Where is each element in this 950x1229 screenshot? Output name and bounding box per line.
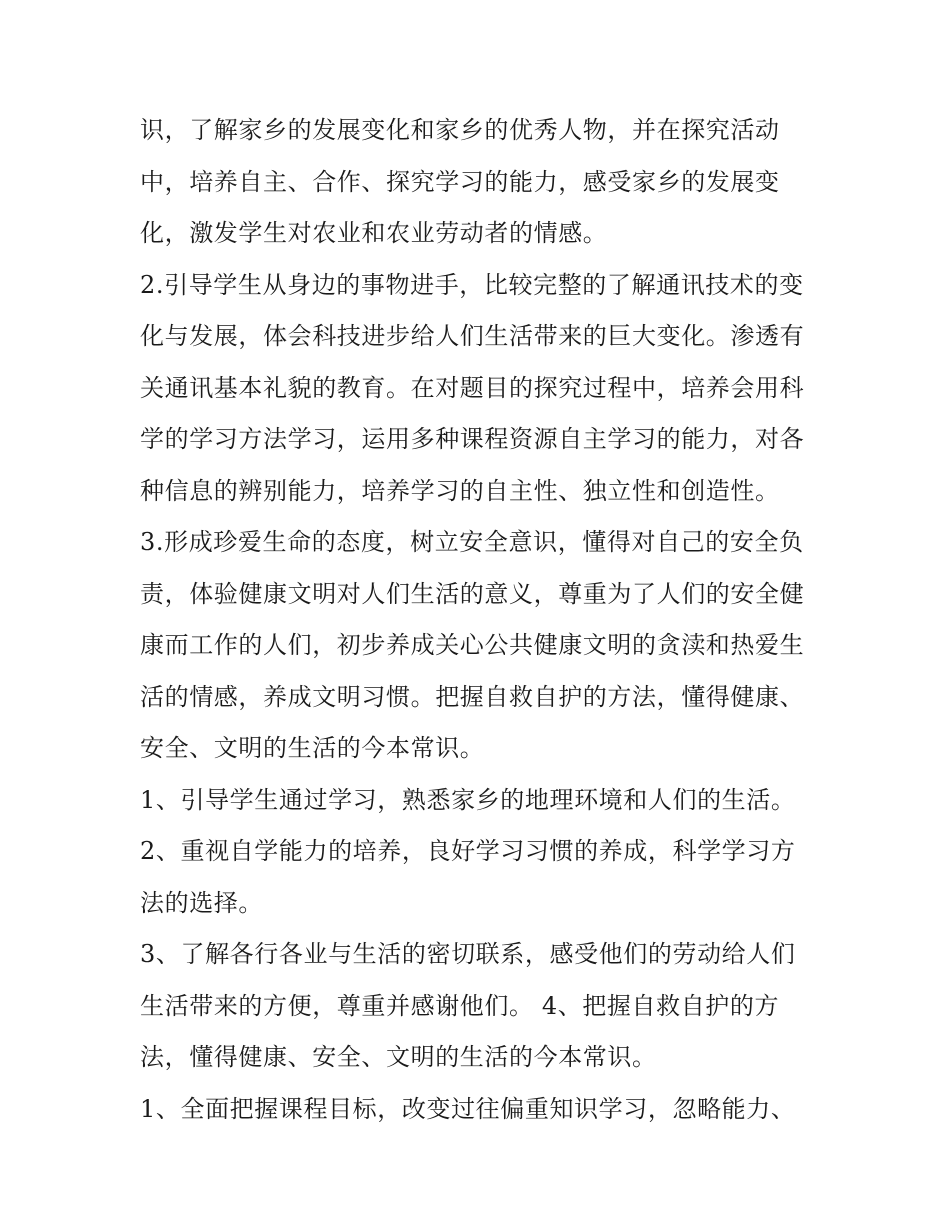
text-line: 1、引导学生通过学习，熟悉家乡的地理环境和人们的生活。 (140, 785, 796, 814)
text-line: 生活带来的方便，尊重并感谢他们。 4、把握自救自护的方 (140, 991, 780, 1020)
text-line: 法的选择。 (140, 888, 263, 917)
text-line: 3.形成珍爱生命的态度，树立安全意识，懂得对自己的安全负 (140, 528, 804, 556)
text-line: 法，懂得健康、安全、文明的生活的今本常识。 (140, 1043, 657, 1071)
text-line: 关通讯基本礼貌的教育。在对题目的探究过程中，培养会用科 (140, 373, 805, 402)
text-line: 2、重视自学能力的培养，良好学习习惯的养成，科学学习方 (140, 837, 796, 865)
document-body (140, 105, 820, 1135)
text-line: 中，培养自主、合作、探究学习的能力，感受家乡的发展变 (140, 167, 780, 196)
text-line: 3、了解各行各业与生活的密切联系，感受他们的劳动给人们 (140, 940, 796, 968)
text-line: 活的情感，养成文明习惯。把握自救自护的方法，懂得健康、 (140, 682, 805, 711)
text-line: 学的学习方法学习，运用多种课程资源自主学习的能力，对各 (140, 425, 805, 453)
text-line: 化与发展，体会科技进步给人们生活带来的巨大变化。渗透有 (140, 322, 805, 350)
text-line: 种信息的辨别能力，培养学习的自主性、独立性和创造性。 (140, 476, 780, 505)
text-line: 康而工作的人们，初步养成关心公共健康文明的贪渎和热爱生 (140, 631, 805, 659)
text-line: 安全、文明的生活的今本常识。 (140, 734, 485, 762)
text-line: 1、全面把握课程目标，改变过往偏重知识学习，忽略能力、 (140, 1094, 796, 1123)
text-line: 2.引导学生从身边的事物进手，比较完整的了解通讯技术的变 (140, 270, 804, 299)
text-line: 识，了解家乡的发展变化和家乡的优秀人物，并在探究活动 (140, 116, 780, 144)
text-line: 化，激发学生对农业和农业劳动者的情感。 (140, 219, 608, 247)
text-line: 责，体验健康文明对人们生活的意义，尊重为了人们的安全健 (140, 579, 805, 608)
